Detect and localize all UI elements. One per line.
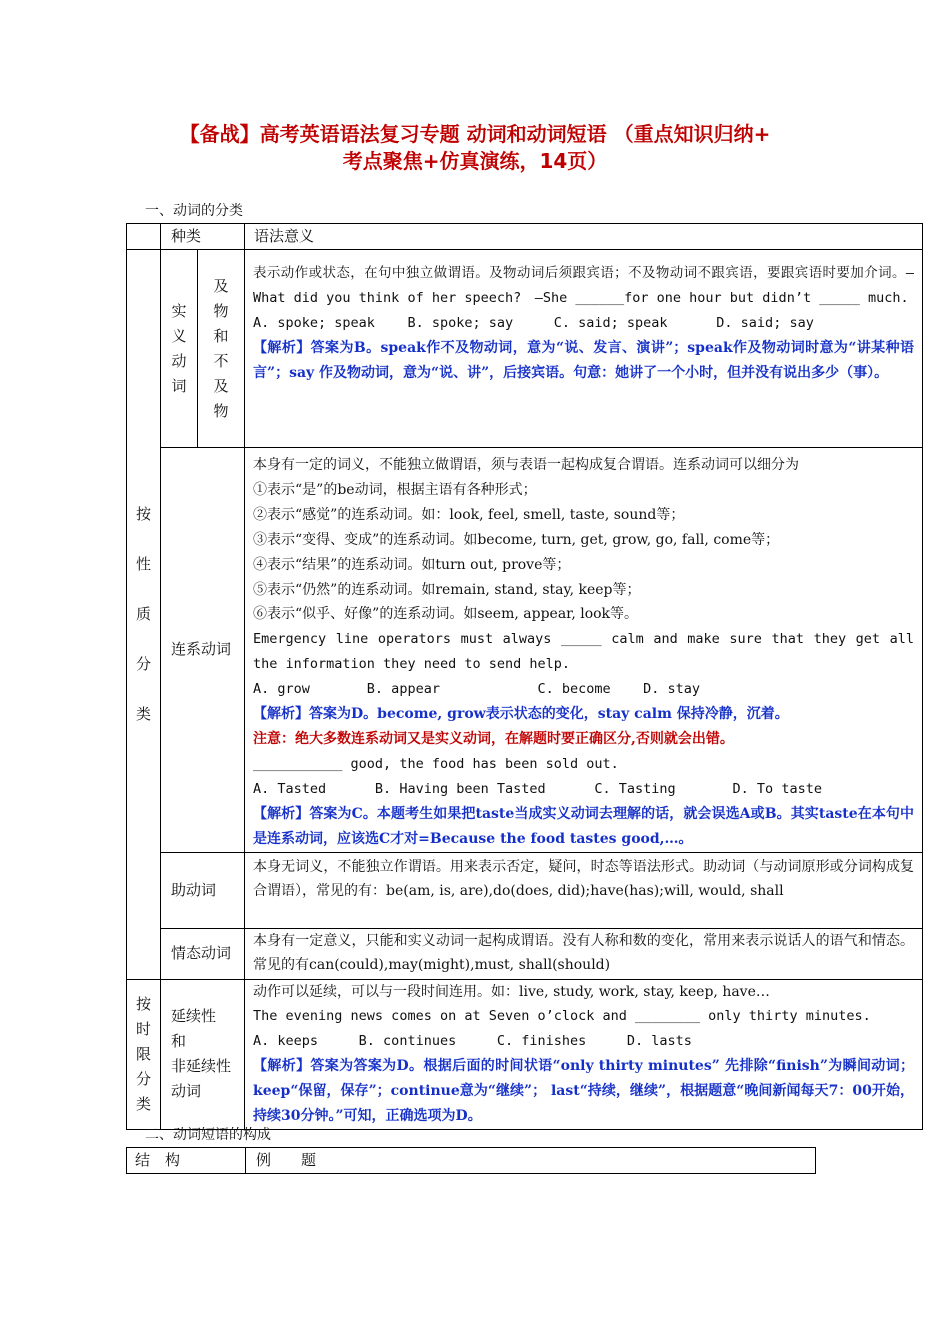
linking-item: ①表示“是”的be动词，根据主语有各种形式； [253, 481, 537, 498]
linking-question-2: ___________ good, the food has been sold out. [253, 755, 619, 772]
header-kind: 种类 [161, 224, 245, 250]
linking-item: ⑥表示“似乎、好像”的连系动词。如seem, appear, look等。 [253, 606, 639, 623]
group-by-time: 按 时 限 分 类 [127, 979, 161, 1129]
linking-note: 注意：绝大多数连系动词又是实义动词，在解题时要正确区分,否则就会出错。 [253, 730, 734, 747]
label-auxiliary-verb: 助动词 [161, 852, 245, 928]
durative-analysis: 【解析】答案为答案为D。根据后面的时间状语“only thirty minutes” 先排除“finish”为瞬间动词；keep“保留，保存”；continue意为“继续”； last“持续，继续”，根据题意“晚间新闻每天7：00开始，持续30分钟。”可知，正确选项为D。 [253, 1058, 915, 1125]
label-notional-verb: 实 义 动 词 [161, 250, 198, 448]
header-structure: 结 构 [127, 1148, 246, 1174]
linking-question-1: Emergency line operators must always _____ calm and make sure that they get all the information they need to send help. [253, 631, 915, 673]
title-line-2: 考点聚焦+仿真演练，14页） [342, 149, 608, 173]
section-heading-2: 二、动词短语的构成 [145, 1127, 271, 1143]
durative-text: 动作可以延续，可以与一段时间连用。如：live, study, work, stay, keep, have… [253, 983, 770, 1000]
linking-analysis-2: 【解析】答案为C。本题考生如果把taste当成实义动词去理解的话，就会误选A或B。其实taste在本句中是连系动词，应该选C才对=Because the food tastes good,…。 [253, 805, 915, 847]
label-transitive-intransitive: 及 物 和 不 及 物 [198, 250, 245, 448]
header-example: 例 题 [246, 1148, 816, 1174]
label-modal-verb: 情态动词 [161, 928, 245, 979]
linking-options-1: A. grow B. appear C. become D. stay [253, 681, 701, 698]
label-durative-verb: 延续性 和 非延续性 动词 [161, 979, 245, 1129]
header-blank-cell [127, 224, 161, 250]
header-meaning: 语法意义 [245, 224, 923, 250]
linking-item: ⑤表示“仍然”的连系动词。如remain, stand, stay, keep等； [253, 581, 641, 598]
label-linking-verb: 连系动词 [161, 448, 245, 853]
group-by-property: 按 性 质 分 类 [127, 250, 161, 980]
linking-item: ③表示“变得、变成”的连系动词。如become, turn, get, grow, go, fall, come等； [253, 531, 780, 548]
modal-text: 本身有一定意义，只能和实义动词一起构成谓语。没有人称和数的变化，常用来表示说话人的语气和情态。常见的有can(could),may(might),must, shall(should) [245, 928, 923, 979]
durative-question: The evening news comes on at Seven o’clock and ________ only thirty minutes. [253, 1008, 871, 1025]
auxiliary-text: 本身无词义，不能独立作谓语。用来表示否定，疑问，时态等语法形式。助动词（与动词原形或分词构成复合谓语），常见的有：be(am, is, are),do(does, did);have(has);will, would, shall [245, 852, 923, 928]
transitive-options: A. spoke; speak B. spoke; say C. said; speak D. said; say [253, 314, 814, 331]
page-title [0, 121, 950, 175]
transitive-content [245, 250, 923, 448]
phrase-structure-table [126, 1147, 816, 1174]
linking-content [245, 448, 923, 853]
durative-content [245, 979, 923, 1129]
section-heading-1: 一、动词的分类 [145, 203, 243, 219]
linking-item: ④表示“结果”的连系动词。如turn out, prove等； [253, 556, 571, 573]
verb-classification-table [126, 223, 923, 1130]
linking-analysis-1: 【解析】答案为D。become, grow表示状态的变化，stay calm 保持冷静，沉着。 [253, 706, 789, 723]
title-line-1: 【备战】高考英语语法复习专题 动词和动词短语 （重点知识归纳+ [179, 122, 771, 146]
linking-item: ②表示“感觉”的连系动词。如：look, feel, smell, taste, sound等； [253, 506, 685, 523]
linking-intro: 本身有一定的词义，不能独立做谓语，须与表语一起构成复合谓语。连系动词可以细分为 [253, 457, 800, 473]
durative-options: A. keeps B. continues C. finishes D. lasts [253, 1033, 692, 1050]
transitive-analysis: 【解析】答案为B。speak作不及物动词，意为“说、发言、演讲”；speak作及物动词时意为“讲某种语言”；say 作及物动词，意为“说、讲”，后接宾语。句意：她讲了一个小时，但并没有说出多少（事）。 [253, 339, 915, 381]
linking-options-2: A. Tasted B. Having been Tasted C. Tasting D. To taste [253, 780, 822, 797]
transitive-text: 表示动作或状态，在句中独立做谓语。及物动词后须跟宾语；不及物动词不跟宾语，要跟宾语时要加介词。—What did you think of her speech? —She ______for one hour but didn’t _____ much. [253, 265, 915, 306]
